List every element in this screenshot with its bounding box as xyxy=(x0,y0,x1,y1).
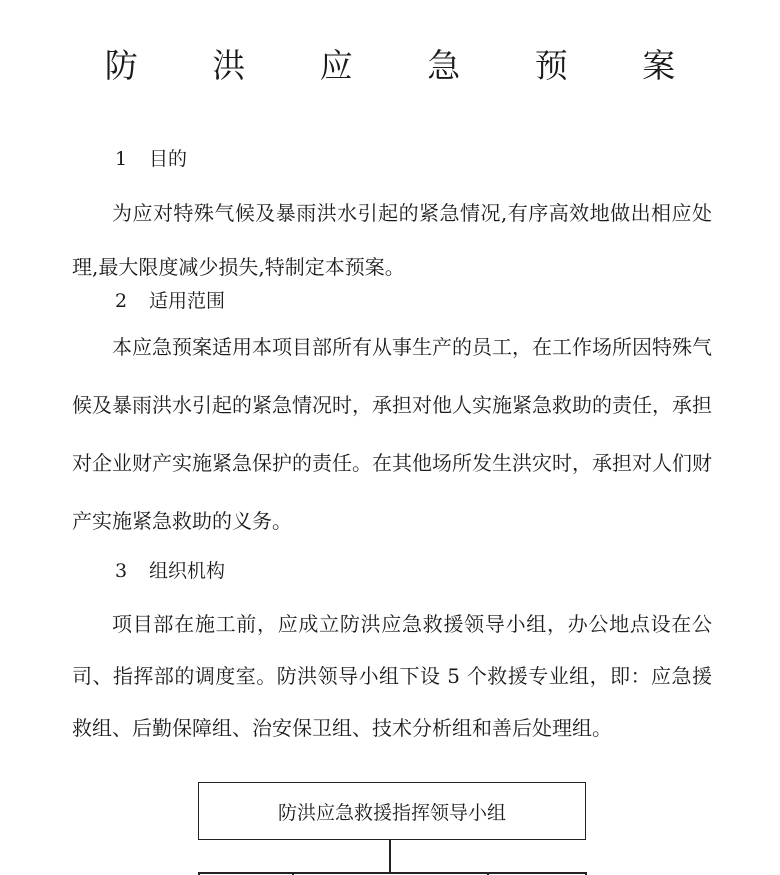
org-chart-connector xyxy=(389,840,391,873)
section-title: 组织机构 xyxy=(149,560,226,582)
org-chart-top-box xyxy=(198,782,586,840)
section-heading-organization xyxy=(115,556,225,583)
section-paragraph-organization: 项目部在施工前，应成立防洪应急救援领导小组，办公地点设在公司、指挥部的调度室。防洪领导小组下设 5 个救援专业组，即：应急援救组、后勤保障组、治安保卫组、技术分析组和善后处理组。 xyxy=(72,612,712,740)
section-number: 2 xyxy=(115,290,128,312)
section-paragraph-purpose: 为应对特殊气候及暴雨洪水引起的紧急情况,有序高效地做出相应处理,最大限度减少损失,特制定本预案。 xyxy=(72,201,712,279)
org-chart-top-label: 防洪应急救援指挥领导小组 xyxy=(277,801,506,824)
section-number: 1 xyxy=(115,148,128,170)
document-title: 防 洪 应 急 预 案 xyxy=(104,46,708,85)
section-paragraph-scope: 本应急预案适用本项目部所有从事生产的员工，在工作场所因特殊气候及暴雨洪水引起的紧急情况时，承担对他人实施紧急救助的责任，承担对企业财产实施紧急保护的责任。在其他场所发生洪灾时，承担对人们财产实施紧急救助的义务。 xyxy=(72,335,712,533)
section-title: 目的 xyxy=(149,148,188,170)
org-chart-branch-line xyxy=(198,872,586,874)
section-number: 3 xyxy=(115,560,128,582)
section-heading-scope xyxy=(115,286,225,313)
section-title: 适用范围 xyxy=(149,290,226,312)
section-heading-purpose xyxy=(115,144,187,171)
